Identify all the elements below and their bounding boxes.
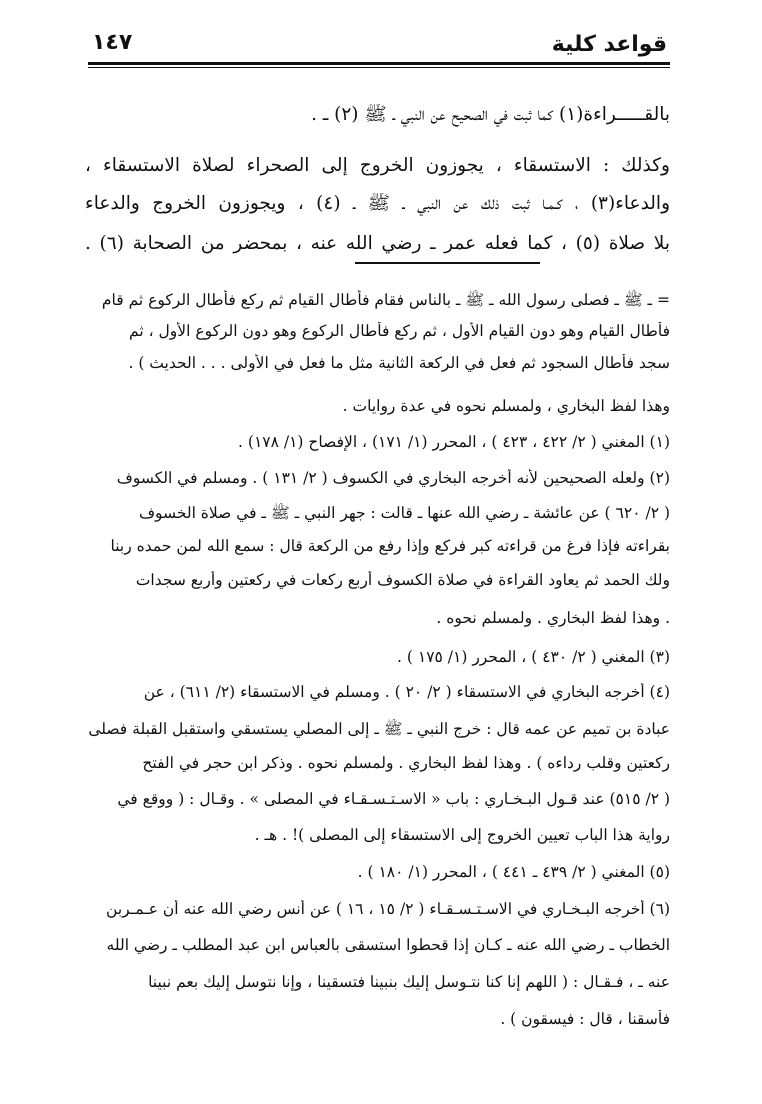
- footnote-line: = ـ ﷺ ـ فصلى رسول الله ـ ﷺ ـ بالناس فقام فأطال القيام ثم ركع فأطال الركوع ثم قام: [101, 291, 670, 309]
- footnote-line: عنه ـ ، فـقـال : ( اللهم إنا كنا نتـوسل إليك بنبينا فتسقينا ، وإنا نتوسل إليك بعم نبينا: [148, 973, 670, 991]
- footnote-line: (٦) أخرجه البـخـاري في الاسـتـسـقـاء ( ٢/ ١٥ ، ١٦ ) عن أنس رضي الله عنه أن عـمـربن: [106, 900, 670, 918]
- footnote-line: سجد فأطال السجود ثم فعل في الركعة الثانية مثل ما فعل في الأولى . . . الحديث ) .: [128, 354, 670, 372]
- body-line: بالقـــــراءة(١) كما ثبت في الصحيح عن النبي ـ ﷺ (٢) ـ .: [311, 104, 670, 125]
- footnote-line: وهذا لفظ البخاري ، ولمسلم نحوه في عدة روايات .: [342, 397, 670, 415]
- body-line: والدعاء(٣) ، كـمـا ثبت ذلك عن النبي ـ ﷺ ـ (٤) ، ويجوزون الخروج والدعاء: [85, 193, 670, 214]
- footnote-line: ( ٢/ ٦٢٠ ) عن عائشة ـ رضي الله عنها ـ قالت : جهر النبي ـ ﷺ ـ في صلاة الخسوف: [138, 504, 670, 522]
- footnote-line: ركعتين وقلب رداءه ) . وهذا لفظ البخاري . ولمسلم نحوه . وذكر ابن حجر في الفتح: [142, 754, 670, 772]
- footnote-line: ( ٢/ ٥١٥) عند قـول البـخـاري : باب « الاسـتـسـقـاء في المصلى » . وقـال : ( ووقع في: [117, 790, 670, 808]
- footnote-line: فأطال القيام وهو دون القيام الأول ، ثم ركع فأطال الركوع وهو دون الركوع الأول ، ثم: [129, 322, 670, 340]
- footnote-line: . وهذا لفظ البخاري . ولمسلم نحوه .: [436, 609, 670, 627]
- header-rule-thick: [88, 62, 670, 65]
- header-rule-thin: [88, 67, 670, 68]
- footnote-line: ولك الحمد ثم يعاود القراءة في صلاة الكسوف أربع ركعات في ركعتين وأربع سجدات: [135, 571, 670, 589]
- footnote-line: (١) المغني ( ٢/ ٤٢٢ ، ٤٢٣ ) ، المحرر (١/ ١٧١) ، الإفصاح (١/ ١٧٨) .: [238, 433, 670, 451]
- footnote-line: (٢) ولعله الصحيحين لأنه أخرجه البخاري في الكسوف ( ٢/ ١٣١ ) . ومسلم في الكسوف: [116, 469, 670, 487]
- body-line: بلا صلاة (٥) ، كما فعله عمر ـ رضي الله عنه ، بمحضر من الصحابة (٦) .: [85, 233, 670, 254]
- footnote-line: عبادة بن تميم عن عمه قال : خرج النبي ـ ﷺ ـ إلى المصلي يستسقي واستقبل القبلة فصلى: [88, 720, 670, 738]
- footnote-line: (٤) أخرجه البخاري في الاستسقاء ( ٢/ ٢٠ ) . ومسلم في الاستسقاء (٢/ ٦١١) ، عن: [143, 683, 670, 701]
- footnote-line: الخطاب ـ رضي الله عنه ـ كـان إذا قحطوا استسقى بالعباس ابن عبد المطلب ـ رضي الله: [106, 936, 670, 954]
- page-number: ١٤٧: [92, 30, 133, 55]
- footnote-line: بقراءته فإذا فرغ من قراءته كبر فركع وإذا رفع من الركعة قال : سمع الله لمن حمده ربنا: [110, 537, 670, 555]
- footnote-line: (٥) المغني ( ٢/ ٤٣٩ ـ ٤٤١ ) ، المحرر (١/ ١٨٠ ) .: [357, 863, 670, 881]
- footnote-line: فأسقنا ، قال : فيسقون ) .: [500, 1010, 670, 1028]
- body-line: وكذلك : الاستسقاء ، يجوزون الخروج إلى الصحراء لصلاة الاستسقاء ،: [85, 155, 670, 176]
- footnote-line: (٣) المغني ( ٢/ ٤٣٠ ) ، المحرر (١/ ١٧٥ ) .: [397, 648, 670, 666]
- text-underline: [355, 262, 540, 264]
- footnote-line: رواية هذا الباب تعيين الخروج إلى الاستسقاء إلى المصلى )! . هـ .: [254, 826, 670, 844]
- running-header-title: قواعد كلية: [551, 32, 667, 57]
